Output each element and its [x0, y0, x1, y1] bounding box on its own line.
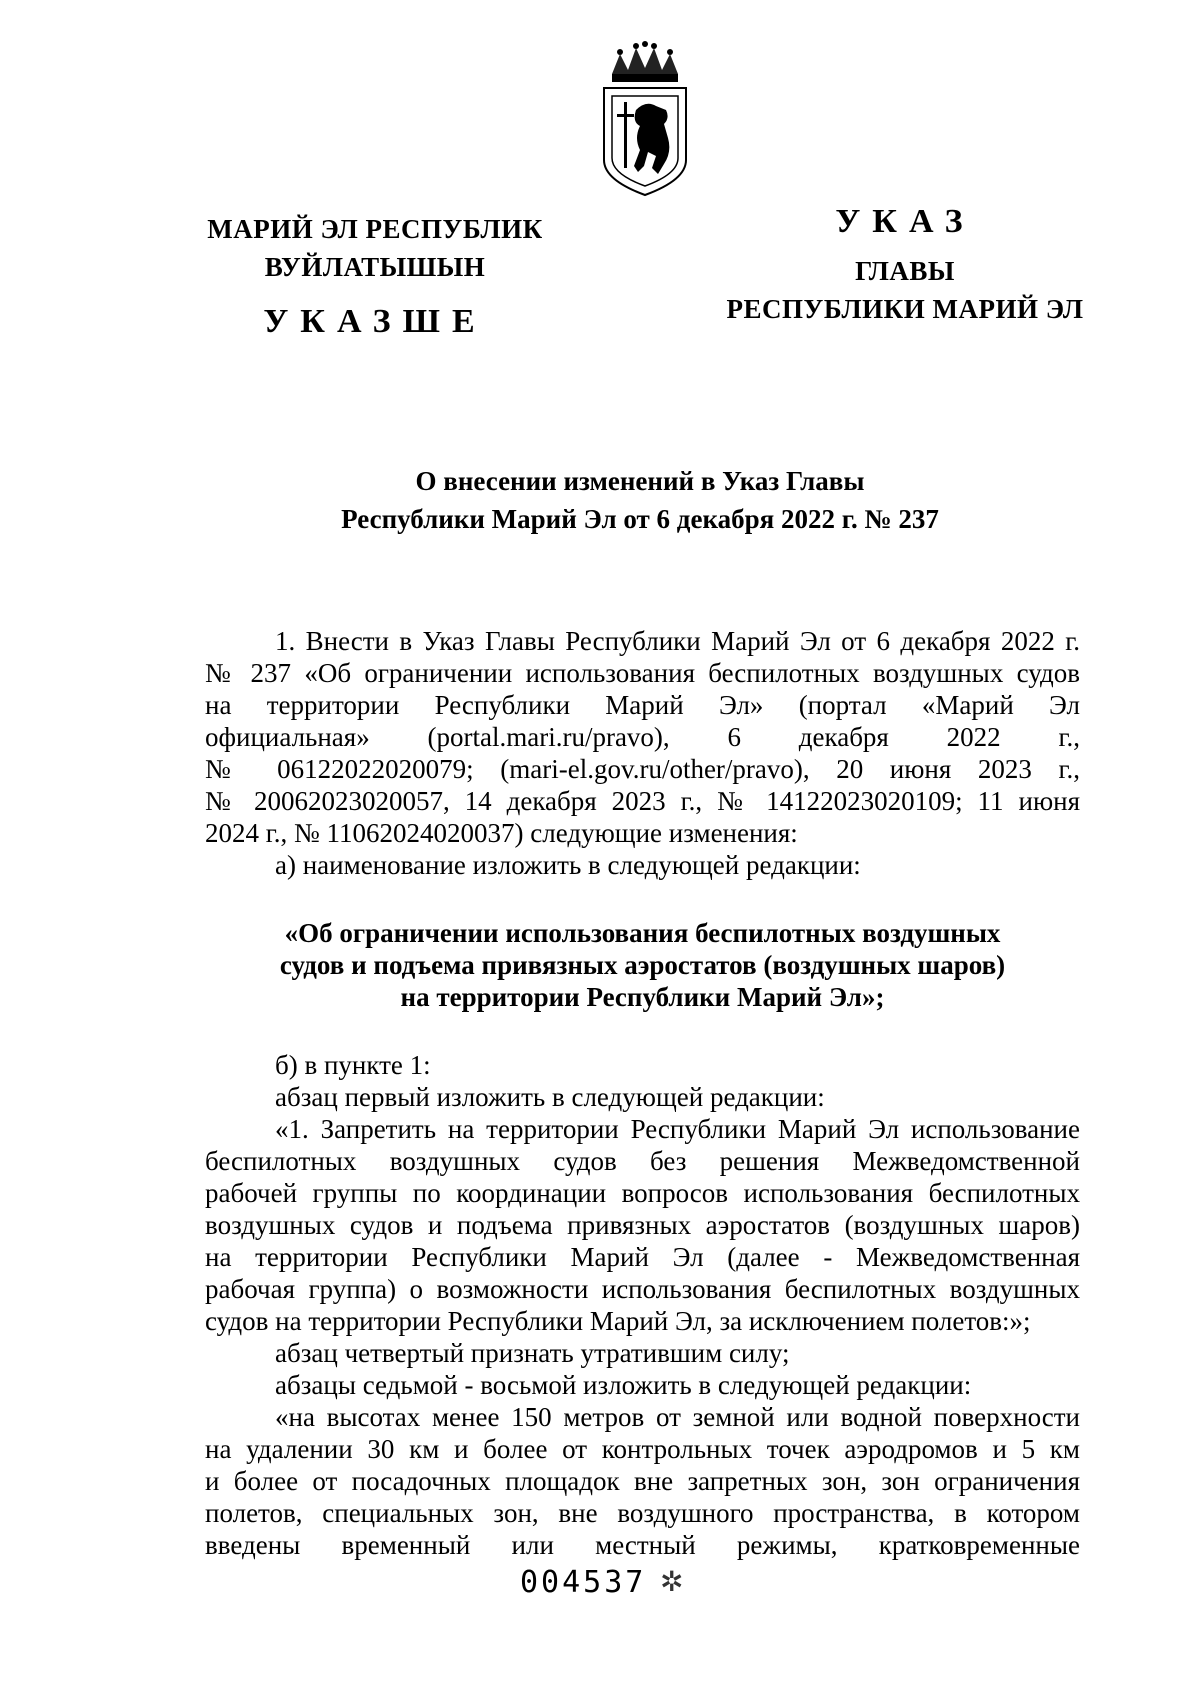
document-title: [200, 462, 1080, 538]
quote-2: [205, 1401, 1080, 1561]
new-title-line: судов и подъема привязных аэростатов (воздушных шаров): [279, 950, 1006, 980]
document-title-line2: Республики Марий Эл от 6 декабря 2022 г. № 237: [341, 504, 939, 534]
abzac-first: абзац первый изложить в следующей редакции:: [275, 1082, 825, 1112]
document-title-line1: О внесении изменений в Указ Главы: [415, 466, 865, 496]
header-right-line2: РЕСПУБЛИКИ МАРИЙ ЭЛ: [726, 294, 1084, 324]
header-right-title: УКАЗ: [835, 203, 975, 240]
quote-1-line: воздушных судов и подъема привязных аэростатов (воздушных шаров): [205, 1210, 1080, 1240]
quote-1-line: судов на территории Республики Марий Эл, за исключением полетов:»;: [205, 1306, 1031, 1336]
serial-number: 004537: [520, 1565, 647, 1600]
paragraph-1-line: № 237 «Об ограничении использования беспилотных воздушных судов: [205, 658, 1080, 688]
item-a: а) наименование изложить в следующей редакции:: [275, 850, 861, 880]
new-title-line: «Об ограничении использования беспилотных воздушных: [284, 918, 1001, 948]
header-left: [195, 210, 555, 344]
header-right: [690, 200, 1120, 328]
header-left-title: УКАЗШЕ: [263, 303, 487, 340]
paragraph-1-line: № 06122022020079; (mari-el.gov.ru/other/pravo), 20 июня 2023 г.,: [205, 754, 1080, 784]
new-title-block: [205, 917, 1080, 1013]
paragraph-1-line: 2024 г., № 11062024020037) следующие изменения:: [205, 818, 798, 848]
quote-2-line: введены временный или местный режимы, кратковременные: [205, 1530, 1080, 1560]
item-b: б) в пункте 1:: [275, 1050, 431, 1080]
quote-2-line: и более от посадочных площадок вне запретных зон, зон ограничения: [205, 1466, 1080, 1496]
coat-of-arms-emblem: [590, 40, 700, 200]
quote-1-line: беспилотных воздушных судов без решения Межведомственной: [205, 1146, 1080, 1176]
quote-2-line: «на высотах менее 150 метров от земной или водной поверхности: [275, 1402, 1080, 1432]
quote-1-line: рабочей группы по координации вопросов использования беспилотных: [205, 1178, 1080, 1208]
quote-2-line: на удалении 30 км и более от контрольных точек аэродромов и 5 км: [205, 1434, 1080, 1464]
new-title-line: на территории Республики Марий Эл»;: [400, 982, 885, 1012]
paragraph-1-line: № 20062023020057, 14 декабря 2023 г., № 14122023020109; 11 июня: [205, 786, 1080, 816]
quote-1: [205, 1113, 1080, 1337]
paragraph-1-line: на территории Республики Марий Эл» (портал «Марий Эл: [205, 690, 1080, 720]
paragraph-1-line: официальная» (portal.mari.ru/pravo), 6 декабря 2022 г.,: [205, 722, 1080, 752]
header-left-line2: ВУЙЛАТЫШЫН: [264, 252, 486, 282]
paragraph-1: [205, 625, 1080, 849]
paragraph-1-line: 1. Внести в Указ Главы Республики Марий Эл от 6 декабря 2022 г.: [275, 626, 1080, 656]
quote-1-line: на территории Республики Марий Эл (далее - Межведомственная: [205, 1242, 1080, 1272]
quote-2-line: полетов, специальных зон, вне воздушного пространства, в котором: [205, 1498, 1080, 1528]
quote-1-line: «1. Запретить на территории Республики Марий Эл использование: [275, 1114, 1080, 1144]
abzac-fourth: абзац четвертый признать утратившим силу;: [275, 1338, 790, 1368]
abzac-seven-eight: абзацы седьмой - восьмой изложить в следующей редакции:: [275, 1370, 972, 1400]
header-left-line1: МАРИЙ ЭЛ РЕСПУБЛИК: [207, 214, 543, 244]
document-body: [205, 625, 1080, 1561]
header-right-line1: ГЛАВЫ: [855, 256, 955, 286]
ornament-icon: ✲: [660, 1567, 684, 1598]
quote-1-line: рабочая группа) о возможности использования беспилотных воздушных: [205, 1274, 1080, 1304]
